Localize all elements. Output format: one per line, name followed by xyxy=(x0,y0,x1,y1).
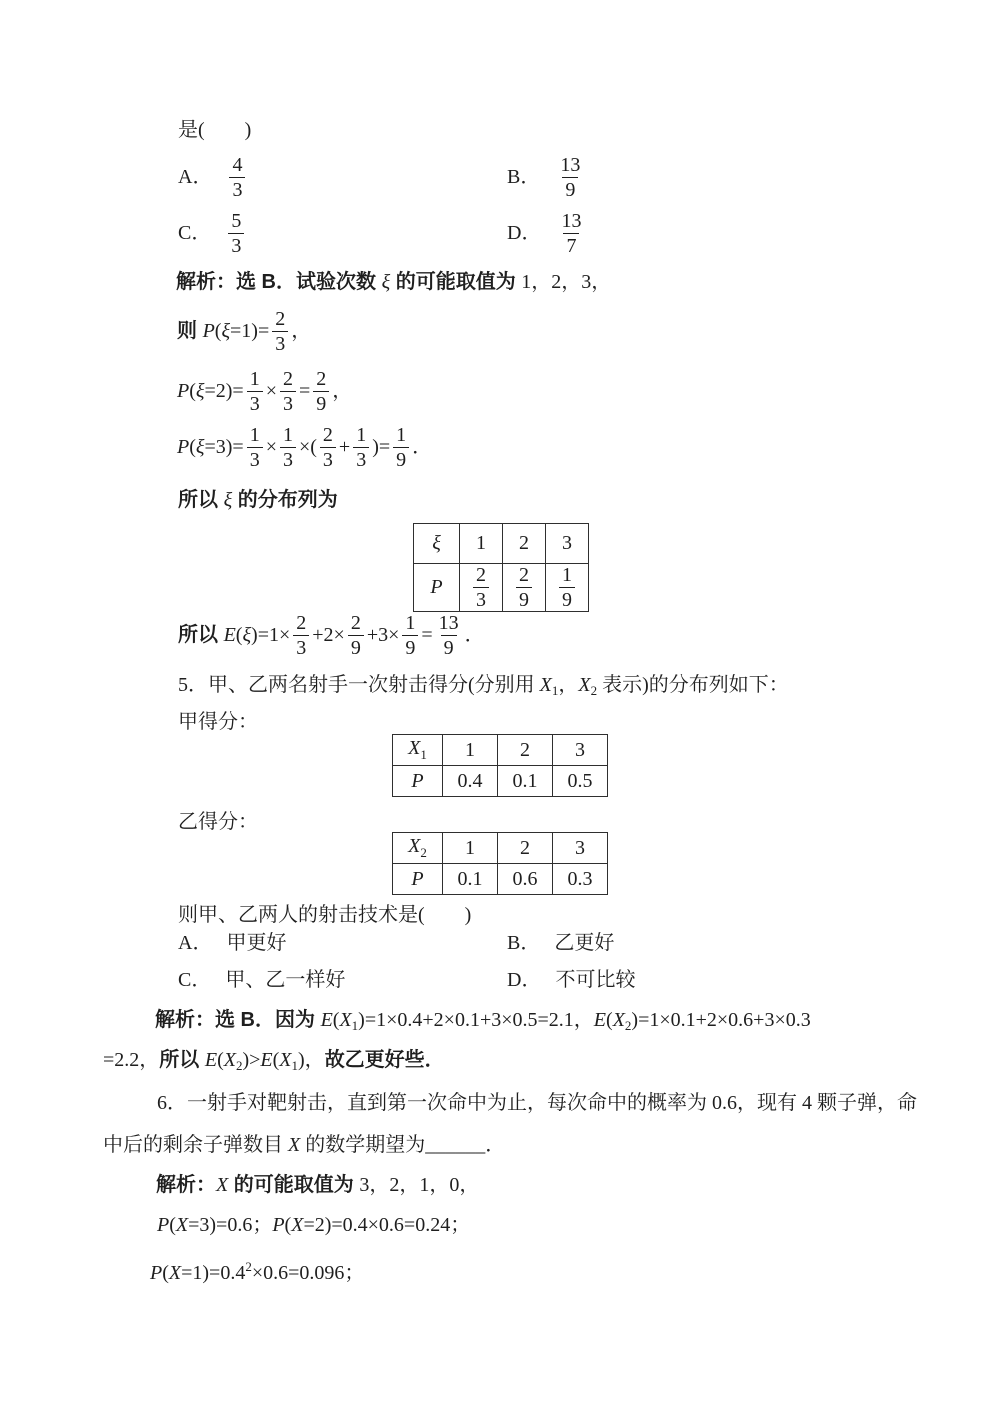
table-cell: 0.1 xyxy=(443,864,498,895)
fraction-denominator: 9 xyxy=(441,635,457,659)
text-run: ×( xyxy=(298,436,317,458)
math-var: P xyxy=(157,1214,170,1236)
fraction xyxy=(516,564,532,611)
text-run: =2)=0.4×0.6=0.24； xyxy=(303,1214,471,1236)
fraction-numerator: 1 xyxy=(249,424,260,446)
table-cell: 0.4 xyxy=(443,766,498,797)
q6-analysis-line-2 xyxy=(157,1213,470,1238)
q5-jia-label xyxy=(178,710,258,735)
p-symbol: P xyxy=(411,867,424,890)
fraction-denominator: 9 xyxy=(313,391,329,415)
math-var: E xyxy=(204,1049,218,1071)
table-cell: 3 xyxy=(553,833,608,864)
text-run: 则甲、乙两人的射击技术是( ) xyxy=(178,904,472,926)
option-a-fraction xyxy=(229,154,245,201)
subscript: 2 xyxy=(235,1058,243,1073)
math-var: ξ xyxy=(195,380,205,402)
option-d-text: 不可比较 xyxy=(555,969,636,991)
table-cell xyxy=(503,564,546,612)
fraction-numerator: 2 xyxy=(316,368,327,390)
fraction xyxy=(280,368,296,415)
q6-stem-line-1 xyxy=(157,1091,917,1116)
x-symbol: X xyxy=(408,737,421,759)
math-var: ξ xyxy=(221,320,231,342)
text-run: +2× xyxy=(312,624,345,646)
fraction-denominator: 3 xyxy=(280,391,296,415)
fraction-denominator: 3 xyxy=(320,447,336,471)
text-run: = xyxy=(298,380,311,402)
text-run: ， xyxy=(332,380,353,402)
fraction-numerator: 2 xyxy=(476,564,486,586)
text-run: =3)=0.6； xyxy=(188,1214,273,1236)
q4-analysis-line-5 xyxy=(178,488,338,513)
text-run: 所以 xyxy=(178,489,224,511)
subscript: 1 xyxy=(551,683,559,698)
table-cell-p xyxy=(393,864,443,895)
text-run: 解析： xyxy=(156,1174,216,1196)
math-var: E xyxy=(320,1009,333,1031)
fraction-denominator: 3 xyxy=(473,587,489,611)
q4-analysis-line-4 xyxy=(177,424,432,471)
text-run: 乙得分： xyxy=(178,811,258,833)
fraction-denominator: 3 xyxy=(247,447,263,471)
fraction-numerator: 4 xyxy=(232,154,243,176)
q6-stem-line-2 xyxy=(103,1133,505,1158)
option-b-label: B． xyxy=(507,932,541,954)
option-a-text: 甲更好 xyxy=(226,932,287,954)
superscript: 2 xyxy=(245,1259,252,1274)
fraction-denominator: 3 xyxy=(228,233,244,257)
fraction-numerator: 1 xyxy=(356,424,367,446)
fraction-numerator: 1 xyxy=(562,564,572,586)
text-run: 解析：选 B．试验次数 xyxy=(176,271,382,293)
text-run: =3)= xyxy=(204,436,244,458)
fraction-denominator: 9 xyxy=(393,447,409,471)
table-cell: 3 xyxy=(546,524,589,564)
text-run: ． xyxy=(464,624,485,646)
p-symbol: P xyxy=(430,576,443,598)
math-var: X xyxy=(339,1009,352,1031)
text-run: 是( ) xyxy=(178,119,252,141)
option-b-text: 乙更好 xyxy=(554,932,615,954)
fraction xyxy=(293,612,309,659)
fraction-numerator: 2 xyxy=(296,612,307,634)
text-run: 所以 xyxy=(178,624,224,646)
fraction-denominator: 3 xyxy=(353,447,369,471)
fraction-numerator: 13 xyxy=(560,154,581,176)
fraction-numerator: 2 xyxy=(282,368,293,390)
fraction xyxy=(559,564,575,611)
math-var: X xyxy=(539,674,552,696)
fraction-numerator: 13 xyxy=(561,210,582,232)
text-run: 中后的剩余子弹数目 xyxy=(103,1134,288,1156)
fraction-numerator: 1 xyxy=(249,368,260,390)
text-run: ( xyxy=(169,1214,176,1236)
q5-analysis-line-1 xyxy=(155,1008,811,1033)
fraction-denominator: 3 xyxy=(272,331,288,355)
text-run: ( xyxy=(332,1009,340,1031)
q4-analysis-line-6 xyxy=(178,612,485,659)
fraction-numerator: 5 xyxy=(231,210,242,232)
option-b-label: B． xyxy=(507,166,541,188)
table-cell: 0.5 xyxy=(553,766,608,797)
q6-analysis-line-1 xyxy=(156,1173,479,1198)
text-run: 5．甲、乙两名射手一次射击得分(分别用 xyxy=(178,674,540,696)
fraction xyxy=(247,368,263,415)
table-cell xyxy=(546,564,589,612)
math-var: P xyxy=(150,1262,163,1284)
table-cell-x1 xyxy=(393,735,443,766)
text-run: 6．一射手对靶射击，直到第一次命中为止，每次命中的概率为 0.6，现有 4 颗子弹，命 xyxy=(157,1092,917,1114)
x2-distribution-table xyxy=(392,832,608,895)
subscript: 1 xyxy=(351,1018,359,1033)
text-run: 的可能取值为 xyxy=(390,271,522,293)
text-run: ． xyxy=(412,436,433,458)
fraction-numerator: 1 xyxy=(282,424,293,446)
fraction-denominator: 9 xyxy=(516,587,532,611)
q6-analysis-line-3 xyxy=(150,1261,364,1286)
table-cell: 0.1 xyxy=(498,766,553,797)
text-run: ( xyxy=(214,320,222,342)
fraction-denominator: 3 xyxy=(247,391,263,415)
option-a-label: A． xyxy=(178,932,213,954)
text-run: 1，2，3， xyxy=(521,271,612,293)
text-run: ( xyxy=(162,1262,169,1284)
fraction-numerator: 1 xyxy=(405,612,416,634)
fraction-numerator: 2 xyxy=(275,308,286,330)
option-d-label: D． xyxy=(507,969,542,991)
table-cell: 0.6 xyxy=(498,864,553,895)
option-c-text: 甲、乙一样好 xyxy=(225,969,346,991)
math-var: X xyxy=(168,1262,182,1284)
text-run: )> xyxy=(242,1049,261,1071)
math-var: ξ xyxy=(223,489,233,511)
math-var: ξ xyxy=(381,271,391,293)
x-symbol: X xyxy=(408,835,421,857)
fraction xyxy=(436,612,462,659)
subscript: 2 xyxy=(420,845,427,860)
fraction xyxy=(348,612,364,659)
math-var: X xyxy=(223,1049,236,1071)
text-run: 解析：选 B．因为 xyxy=(155,1009,321,1031)
fraction-denominator: 7 xyxy=(563,233,579,257)
fraction xyxy=(402,612,418,659)
table-cell: 2 xyxy=(503,524,546,564)
math-var: X xyxy=(291,1214,304,1236)
text-run: × xyxy=(265,436,277,458)
text-run: =2.2， xyxy=(103,1049,160,1071)
text-run: ( xyxy=(189,436,196,458)
math-var: X xyxy=(216,1174,229,1196)
fraction-numerator: 2 xyxy=(519,564,529,586)
math-var: X xyxy=(612,1009,625,1031)
option-c-label: C． xyxy=(178,969,212,991)
text-run: 的数学期望为______． xyxy=(300,1134,506,1156)
q5-option-d xyxy=(507,968,635,993)
text-run: 故乙更好些． xyxy=(324,1049,445,1071)
text-run: ( xyxy=(284,1214,292,1236)
fraction-numerator: 1 xyxy=(396,424,407,446)
math-var: P xyxy=(177,380,190,402)
q4-analysis-line-2 xyxy=(177,308,311,355)
table-cell xyxy=(460,564,503,612)
q4-option-b xyxy=(507,154,586,201)
text-run: )=1× xyxy=(251,624,291,646)
math-var: E xyxy=(593,1009,607,1031)
option-c-fraction xyxy=(228,210,244,257)
fraction-denominator: 3 xyxy=(280,447,296,471)
table-cell: 0.3 xyxy=(553,864,608,895)
q4-analysis-line-1 xyxy=(176,270,611,295)
text-run: =2)= xyxy=(204,380,244,402)
text-run: + xyxy=(338,436,351,458)
q4-option-c xyxy=(178,210,247,257)
text-run: 则 xyxy=(177,320,203,342)
table-cell: 1 xyxy=(443,735,498,766)
text-run: =1)= xyxy=(230,320,270,342)
text-run: 表示)的分布列如下： xyxy=(597,674,789,696)
q5-option-a xyxy=(178,931,286,956)
x1-distribution-table xyxy=(392,734,608,797)
text-run: 3，2，1，0， xyxy=(359,1174,480,1196)
table-cell-p xyxy=(393,766,443,797)
fraction xyxy=(280,424,296,471)
subscript: 1 xyxy=(420,747,427,762)
q5-stem xyxy=(178,673,789,698)
text-run: × xyxy=(265,380,277,402)
q5-option-b xyxy=(507,931,614,956)
q5-analysis-line-2 xyxy=(103,1048,445,1073)
fraction xyxy=(393,424,409,471)
subscript: 2 xyxy=(590,683,598,698)
text-run: )= xyxy=(372,436,391,458)
text-run: 的分布列为 xyxy=(232,489,338,511)
math-var: E xyxy=(223,624,236,646)
fraction-denominator: 3 xyxy=(229,177,245,201)
math-var: X xyxy=(279,1049,292,1071)
option-d-label: D． xyxy=(507,222,542,244)
text-run: 甲得分： xyxy=(178,711,258,733)
fraction xyxy=(272,308,288,355)
q5-yi-label xyxy=(178,810,258,835)
text-run: 的可能取值为 xyxy=(228,1174,360,1196)
table-cell: 2 xyxy=(498,833,553,864)
table-cell: 2 xyxy=(498,735,553,766)
q5-ask xyxy=(178,903,471,928)
text-run: ( xyxy=(217,1049,224,1071)
fraction-denominator: 9 xyxy=(559,587,575,611)
table-cell-p xyxy=(414,564,460,612)
fraction xyxy=(247,424,263,471)
math-var: P xyxy=(202,320,215,342)
p-symbol: P xyxy=(411,769,424,792)
option-b-fraction xyxy=(557,154,583,201)
math-var: X xyxy=(578,674,591,696)
fraction-denominator: 9 xyxy=(562,177,578,201)
xi-distribution-table xyxy=(413,523,589,612)
math-var: ξ xyxy=(195,436,205,458)
q4-analysis-line-3 xyxy=(177,368,352,415)
option-c-label: C． xyxy=(178,222,212,244)
math-var: P xyxy=(177,436,190,458)
table-cell: 1 xyxy=(460,524,503,564)
text-run: ， xyxy=(558,674,579,696)
math-var: ξ xyxy=(242,624,252,646)
text-run: ， xyxy=(291,320,312,342)
table-cell: 1 xyxy=(443,833,498,864)
text-run: ×0.6=0.096； xyxy=(251,1262,365,1284)
q4-option-d xyxy=(507,210,587,257)
fraction-denominator: 9 xyxy=(402,635,418,659)
text-run: )， xyxy=(298,1049,325,1071)
fraction-numerator: 2 xyxy=(322,424,333,446)
text-run: =1)=0.4 xyxy=(181,1262,246,1284)
xi-symbol: ξ xyxy=(432,532,441,554)
math-var: P xyxy=(272,1214,285,1236)
text-run: ( xyxy=(235,624,243,646)
table-cell-xi xyxy=(414,524,460,564)
math-var: X xyxy=(288,1134,301,1156)
table-cell: 3 xyxy=(553,735,608,766)
option-a-label: A． xyxy=(178,166,213,188)
q5-option-c xyxy=(178,968,345,993)
fraction xyxy=(313,368,329,415)
math-var: E xyxy=(260,1049,273,1071)
fraction-denominator: 3 xyxy=(293,635,309,659)
option-d-fraction xyxy=(558,210,584,257)
table-cell-x2 xyxy=(393,833,443,864)
q4-option-a xyxy=(178,154,248,201)
subscript: 1 xyxy=(291,1058,299,1073)
q4-stem-tail xyxy=(178,118,251,143)
subscript: 2 xyxy=(624,1018,632,1033)
math-var: X xyxy=(175,1214,189,1236)
fraction xyxy=(320,424,336,471)
fraction-numerator: 2 xyxy=(350,612,361,634)
fraction-numerator: 13 xyxy=(438,612,459,634)
text-run: ( xyxy=(189,380,196,402)
text-run: = xyxy=(421,624,433,646)
text-run: ( xyxy=(272,1049,280,1071)
fraction-denominator: 9 xyxy=(348,635,364,659)
text-run: ( xyxy=(606,1009,613,1031)
fraction xyxy=(353,424,369,471)
text-run: )=1×0.1+2×0.6+3×0.3 xyxy=(631,1009,811,1031)
fraction xyxy=(473,564,489,611)
text-run: )=1×0.4+2×0.1+3×0.5=2.1， xyxy=(358,1009,594,1031)
text-run: +3× xyxy=(366,624,400,646)
text-run: 所以 xyxy=(159,1049,205,1071)
